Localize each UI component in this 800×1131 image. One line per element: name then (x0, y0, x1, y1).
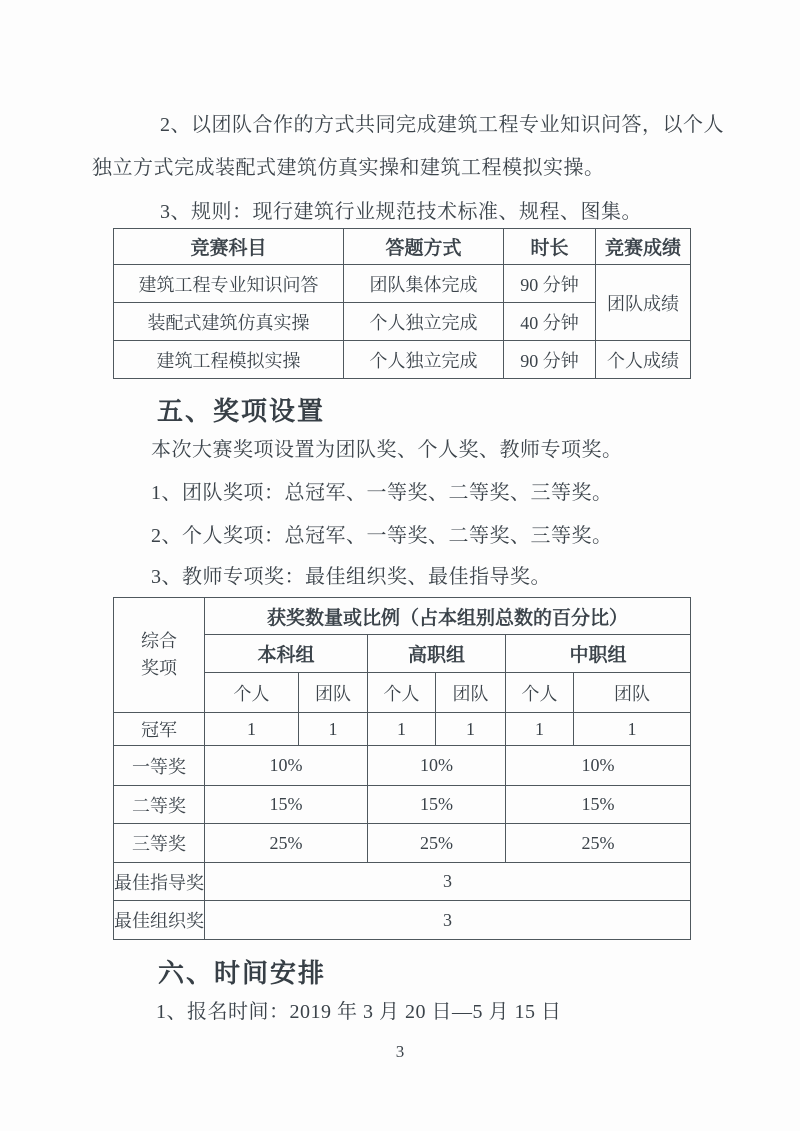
row-label: 二等奖 (114, 786, 205, 824)
subject-cell: 装配式建筑仿真实操 (114, 303, 344, 341)
value-cell: 25% (205, 824, 368, 863)
sub-header-individual: 个人 (368, 673, 436, 713)
table2-row-first-prize (114, 746, 691, 786)
subject-cell: 建筑工程模拟实操 (114, 341, 344, 379)
value-cell: 25% (368, 824, 506, 863)
table1-row-simulation (114, 341, 691, 379)
sub-header-team: 团队 (299, 673, 368, 713)
awards-intro: 本次大赛奖项设置为团队奖、个人奖、教师专项奖。 (151, 439, 623, 461)
row-label: 最佳指导奖 (114, 863, 205, 901)
table2-corner-cell (114, 598, 205, 713)
corner-label-line2: 奖项 (141, 658, 177, 678)
table2-row-best-guidance (114, 863, 691, 901)
value-cell: 10% (506, 746, 691, 786)
value-cell: 15% (205, 786, 368, 824)
method-cell: 个人独立完成 (344, 303, 504, 341)
sub-header-team: 团队 (436, 673, 506, 713)
value-cell: 1 (506, 713, 574, 746)
value-cell: 1 (574, 713, 691, 746)
value-cell: 25% (506, 824, 691, 863)
table2-row-third-prize (114, 824, 691, 863)
page-number: 3 (395, 1042, 405, 1061)
value-cell: 10% (205, 746, 368, 786)
sub-header-team: 团队 (574, 673, 691, 713)
value-cell: 10% (368, 746, 506, 786)
row-label: 最佳组织奖 (114, 901, 205, 940)
table1-header-score: 竞赛成绩 (596, 229, 691, 265)
competition-subjects-table (113, 228, 691, 379)
table1-header-row (114, 229, 691, 265)
value-cell: 1 (368, 713, 436, 746)
value-cell: 3 (205, 901, 691, 940)
value-cell: 1 (436, 713, 506, 746)
corner-label-line1: 综合 (141, 631, 177, 651)
table2-span-header-row (114, 598, 691, 635)
paragraph-teamwork-line2: 独立方式完成装配式建筑仿真实操和建筑工程模拟实操。 (92, 157, 605, 179)
row-label: 一等奖 (114, 746, 205, 786)
awards-item-team: 1、团队奖项：总冠军、一等奖、二等奖、三等奖。 (151, 482, 613, 504)
value-cell: 3 (205, 863, 691, 901)
method-cell: 个人独立完成 (344, 341, 504, 379)
group-header-undergraduate: 本科组 (205, 635, 368, 673)
awards-item-teacher: 3、教师专项奖：最佳组织奖、最佳指导奖。 (151, 566, 551, 588)
group-header-vocational: 高职组 (368, 635, 506, 673)
awards-item-individual: 2、个人奖项：总冠军、一等奖、二等奖、三等奖。 (151, 525, 613, 547)
table2-row-champion (114, 713, 691, 746)
table1-header-subject: 竞赛科目 (114, 229, 344, 265)
table2-row-best-organization (114, 901, 691, 940)
value-cell: 15% (506, 786, 691, 824)
paragraph-teamwork-line1: 2、以团队合作的方式共同完成建筑工程专业知识问答，以个人 (160, 114, 724, 136)
duration-cell: 40 分钟 (504, 303, 596, 341)
table1-header-duration: 时长 (504, 229, 596, 265)
schedule-section-heading: 六、时间安排 (158, 959, 327, 988)
table1-header-method: 答题方式 (344, 229, 504, 265)
duration-cell: 90 分钟 (504, 265, 596, 303)
value-cell: 1 (205, 713, 299, 746)
individual-score-cell: 个人成绩 (596, 341, 691, 379)
method-cell: 团队集体完成 (344, 265, 504, 303)
value-cell: 15% (368, 786, 506, 824)
awards-section-heading: 五、奖项设置 (157, 397, 326, 426)
table2-span-header: 获奖数量或比例（占本组别总数的百分比） (205, 598, 691, 635)
team-score-cell: 团队成绩 (596, 265, 691, 341)
row-label: 三等奖 (114, 824, 205, 863)
row-label: 冠军 (114, 713, 205, 746)
table2-row-second-prize (114, 786, 691, 824)
awards-allocation-table (113, 597, 691, 940)
sub-header-individual: 个人 (205, 673, 299, 713)
subject-cell: 建筑工程专业知识问答 (114, 265, 344, 303)
table1-row-knowledge (114, 265, 691, 303)
group-header-secondary: 中职组 (506, 635, 691, 673)
value-cell: 1 (299, 713, 368, 746)
sub-header-individual: 个人 (506, 673, 574, 713)
schedule-item-registration: 1、报名时间：2019 年 3 月 20 日—5 月 15 日 (156, 1001, 562, 1023)
duration-cell: 90 分钟 (504, 341, 596, 379)
paragraph-rules: 3、规则：现行建筑行业规范技术标准、规程、图集。 (160, 201, 642, 223)
